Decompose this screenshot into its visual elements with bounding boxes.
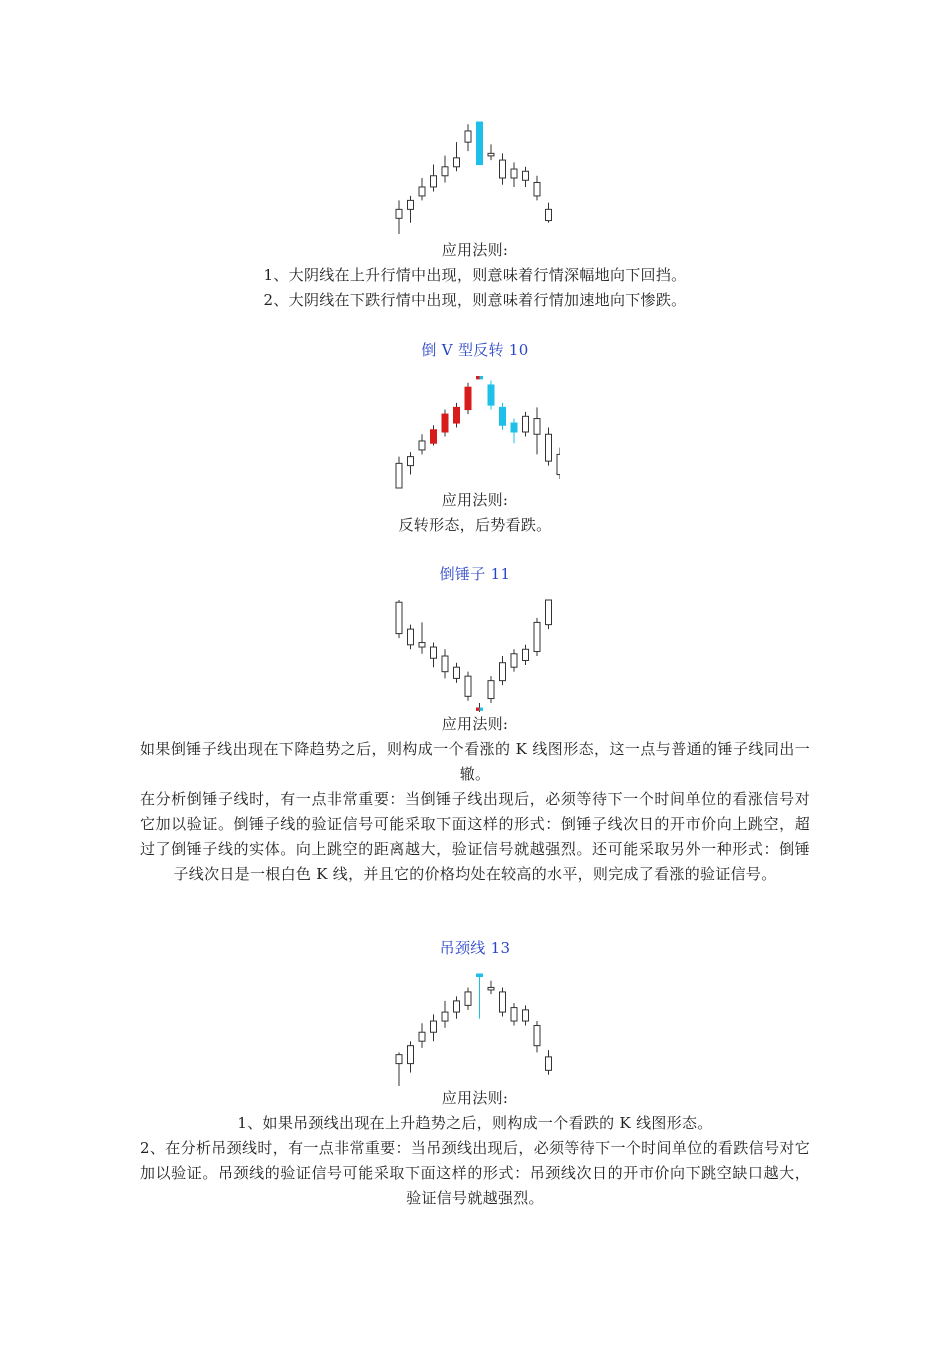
candle — [408, 625, 414, 650]
candle — [442, 156, 448, 183]
candle-body — [511, 423, 517, 432]
candle-body — [534, 419, 540, 435]
candle — [546, 428, 552, 466]
candle — [511, 419, 517, 444]
candle — [546, 203, 552, 223]
candle-body — [500, 992, 506, 1012]
chart-svg — [390, 970, 560, 1090]
candle-body — [511, 654, 517, 667]
chart-svg — [390, 596, 560, 716]
candle — [511, 162, 517, 187]
candle-body — [431, 176, 437, 187]
candle-body — [546, 600, 552, 625]
candle — [442, 649, 448, 678]
candle — [500, 987, 506, 1016]
chart-svg — [390, 372, 560, 492]
candle — [431, 165, 437, 192]
candle-body — [500, 160, 506, 178]
candle-body — [511, 1008, 517, 1021]
candle-body — [534, 1026, 540, 1046]
candle-body — [546, 209, 552, 220]
section-heading-hanging-man: 吊颈线 13 — [439, 939, 511, 957]
candle-body — [500, 663, 506, 681]
candle-body — [419, 643, 425, 647]
candle — [442, 1001, 448, 1028]
candlestick-chart-3 — [390, 596, 560, 716]
candle-body — [534, 182, 540, 195]
candle-body — [419, 1032, 425, 1041]
candle-body — [476, 708, 480, 711]
candle — [546, 600, 552, 629]
candle — [546, 1050, 552, 1075]
candle — [500, 403, 506, 430]
candle-body — [454, 667, 460, 678]
candle-body — [477, 974, 483, 977]
candle — [488, 380, 494, 409]
candle — [419, 178, 425, 200]
candle — [396, 200, 402, 234]
candle-body — [500, 407, 506, 425]
candle-body — [442, 167, 448, 176]
candle-body — [454, 1001, 460, 1012]
candle-body — [557, 454, 560, 474]
candle — [523, 167, 529, 187]
candle — [408, 196, 414, 223]
candlestick-chart-2 — [390, 372, 560, 492]
candle-body — [431, 430, 437, 443]
candle — [523, 412, 529, 437]
candle — [523, 645, 529, 665]
candle-body — [488, 153, 494, 156]
rule-text-3-1: 如果倒锤子线出现在下降趋势之后，则构成一个看涨的 K 线图形态，这一点与普通的锤子线同出一辙。 — [140, 740, 810, 783]
candle-body — [546, 434, 552, 461]
candle — [534, 176, 540, 201]
candle-body — [419, 441, 425, 450]
candle-body — [523, 649, 529, 660]
candle-body — [476, 376, 480, 379]
candlestick-chart-1 — [390, 118, 560, 238]
rule-title-2: 应用法则: — [441, 491, 509, 509]
rule-text-1-1: 1、大阴线在上升行情中出现，则意味着行情深幅地向下回挡。 — [263, 266, 687, 284]
candle-body — [488, 987, 494, 990]
candle-body — [431, 1021, 437, 1032]
candle — [534, 618, 540, 656]
candle-body — [465, 992, 471, 1005]
candle-body — [442, 1012, 448, 1021]
candle-body — [454, 407, 460, 423]
candle — [442, 410, 448, 437]
candle-body — [480, 376, 484, 379]
candle-body — [396, 602, 402, 633]
candle-body — [534, 622, 540, 651]
candle-body — [465, 676, 471, 696]
candle-body — [480, 708, 484, 711]
candle — [534, 1021, 540, 1052]
section-heading-inverted-hammer: 倒锤子 11 — [439, 565, 511, 583]
candle-body — [396, 1055, 402, 1064]
candlestick-chart-4 — [390, 970, 560, 1090]
candle-body — [442, 656, 448, 672]
candle-body — [523, 1010, 529, 1021]
candle — [534, 407, 540, 454]
candle — [454, 996, 460, 1018]
candle-body — [511, 169, 517, 178]
candle-body — [523, 171, 529, 180]
candle — [465, 383, 471, 414]
candle-body — [408, 629, 414, 645]
candle — [431, 643, 437, 668]
candle-body — [488, 385, 494, 405]
candle — [511, 649, 517, 671]
candle — [396, 457, 402, 488]
candle — [419, 1023, 425, 1048]
candle-body — [396, 463, 402, 488]
candle-body — [408, 200, 414, 209]
candle-body — [465, 131, 471, 142]
candle — [454, 403, 460, 428]
candle — [396, 600, 402, 638]
candle — [477, 974, 483, 1019]
candle-body — [523, 416, 529, 432]
section-heading-inverted-v: 倒 V 型反转 10 — [421, 341, 529, 359]
candle — [523, 1005, 529, 1025]
candle-body — [442, 414, 448, 432]
rule-title-1: 应用法则: — [441, 241, 509, 259]
candle-body — [396, 209, 402, 218]
candle — [408, 1041, 414, 1072]
candle — [488, 676, 494, 703]
rule-text-3-2: 在分析倒锤子线时，有一点非常重要：当倒锤子线出现后，必须等待下一个时间单位的看涨信号对它加以验证。倒锤子线的验证信号可能采取下面这样的形式：倒锤子线次日的开市价向上跳空，超过了倒锤子线的实体。向上跳空的距离越大，验证信号就越强烈。还可能采取另外一种形式：倒锤子线次日是一根白色 K 线，并且它的价格均处在较高的水平，则完成了看涨的验证信号。 — [140, 790, 810, 883]
candle — [408, 452, 414, 474]
candle — [511, 1003, 517, 1025]
candle-body — [431, 647, 437, 658]
candle — [477, 122, 483, 165]
candle — [465, 124, 471, 151]
candle-body — [477, 122, 483, 165]
candle-body — [419, 187, 425, 196]
rule-text-4-1: 1、如果吊颈线出现在上升趋势之后，则构成一个看跌的 K 线图形态。 — [237, 1114, 713, 1132]
candle — [396, 1052, 402, 1086]
candle — [476, 376, 483, 379]
candle — [500, 153, 506, 184]
candle-body — [408, 1046, 414, 1064]
candle — [465, 987, 471, 1009]
chart-svg — [390, 118, 560, 238]
candle — [488, 981, 494, 994]
rule-text-4-2: 2、在分析吊颈线时，有一点非常重要：当吊颈线出现后，必须等待下一个时间单位的看跌信号对它加以验证。吊颈线的验证信号可能采取下面这样的形式：吊颈线次日的开市价向下跳空缺口越大，验证信号就越强烈。 — [140, 1139, 810, 1207]
candle — [488, 144, 494, 160]
candle — [431, 425, 437, 445]
candle — [454, 663, 460, 683]
candle — [500, 656, 506, 685]
candle — [557, 448, 560, 479]
candle — [465, 672, 471, 701]
candle — [476, 703, 483, 712]
rule-title-4: 应用法则: — [441, 1089, 509, 1107]
rule-text-2-1: 反转形态，后势看跌。 — [398, 516, 552, 534]
candle — [419, 622, 425, 653]
rule-text-1-2: 2、大阴线在下跌行情中出现，则意味着行情加速地向下惨跌。 — [263, 291, 687, 309]
candle — [454, 142, 460, 171]
candle-body — [465, 387, 471, 409]
rule-title-3: 应用法则: — [441, 715, 509, 733]
candle-body — [546, 1057, 552, 1070]
candle-body — [454, 158, 460, 167]
candle-body — [408, 457, 414, 466]
candle — [431, 1014, 437, 1041]
candle-body — [488, 681, 494, 699]
candle — [419, 434, 425, 454]
